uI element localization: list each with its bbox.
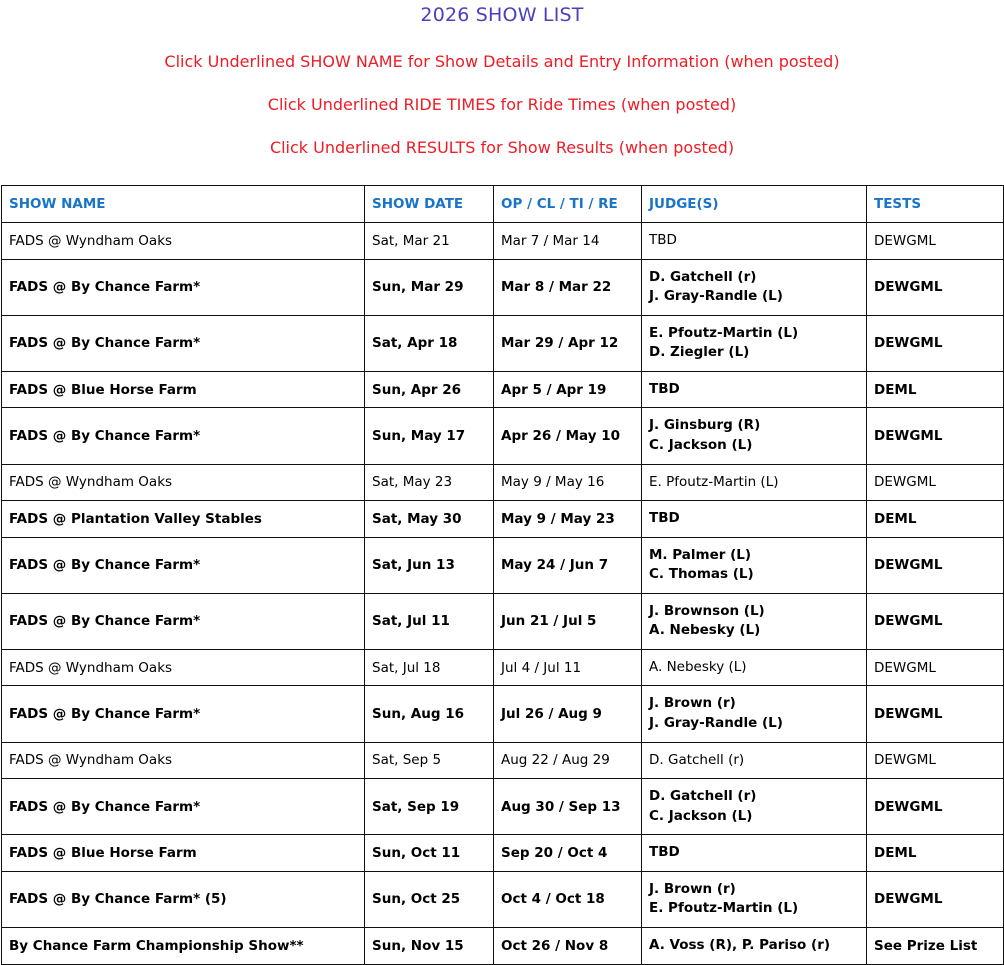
cell-show-date: Sun, Oct 11 xyxy=(365,835,494,872)
cell-open-close-dates: Aug 22 / Aug 29 xyxy=(494,742,642,779)
judge-name: J. Brownson (L) xyxy=(649,602,765,619)
cell-show-name[interactable]: FADS @ Plantation Valley Stables xyxy=(2,501,365,538)
judge-name: A. Voss (R), P. Pariso (r) xyxy=(649,936,831,953)
cell-judges xyxy=(642,593,867,649)
cell-judges xyxy=(642,223,867,260)
cell-tests: DEML xyxy=(867,501,1004,538)
judge-name: J. Ginsburg (R) xyxy=(649,417,761,434)
cell-show-name[interactable]: FADS @ Wyndham Oaks xyxy=(2,223,365,260)
judge-name: E. Pfoutz-Martin (L) xyxy=(649,473,779,490)
judge-name: C. Thomas (L) xyxy=(649,566,754,583)
cell-tests: DEWGML xyxy=(867,537,1004,593)
cell-judges xyxy=(642,742,867,779)
cell-show-date: Sun, May 17 xyxy=(365,408,494,464)
cell-judges xyxy=(642,649,867,686)
cell-judges xyxy=(642,835,867,872)
notice-ride-times: Click Underlined RIDE TIMES for Ride Times (when posted) xyxy=(267,95,737,114)
cell-judges xyxy=(642,501,867,538)
show-list-table-wrap xyxy=(0,185,1004,965)
table-row xyxy=(2,501,1004,538)
cell-tests: DEWGML xyxy=(867,593,1004,649)
cell-show-date: Sat, Jun 13 xyxy=(365,537,494,593)
table-row xyxy=(2,779,1004,835)
table-row xyxy=(2,464,1004,501)
table-row xyxy=(2,742,1004,779)
table-row xyxy=(2,927,1004,964)
cell-show-date: Sat, Jul 11 xyxy=(365,593,494,649)
cell-open-close-dates: Oct 26 / Nov 8 xyxy=(494,927,642,964)
cell-show-name[interactable]: FADS @ Blue Horse Farm xyxy=(2,835,365,872)
cell-judges xyxy=(642,408,867,464)
cell-judges xyxy=(642,464,867,501)
table-row xyxy=(2,537,1004,593)
cell-show-name[interactable]: FADS @ By Chance Farm* (5) xyxy=(2,871,365,927)
cell-show-name[interactable]: By Chance Farm Championship Show** xyxy=(2,927,365,964)
judge-name: D. Gatchell (r) xyxy=(649,788,757,805)
judge-name: C. Jackson (L) xyxy=(649,807,753,824)
cell-tests: DEWGML xyxy=(867,779,1004,835)
cell-judges xyxy=(642,871,867,927)
cell-judges xyxy=(642,259,867,315)
cell-tests: DEWGML xyxy=(867,871,1004,927)
cell-tests: DEWGML xyxy=(867,315,1004,371)
judge-name: J. Gray-Randle (L) xyxy=(649,288,783,305)
cell-open-close-dates: Oct 4 / Oct 18 xyxy=(494,871,642,927)
show-list-table xyxy=(1,185,1004,965)
judge-name: J. Brown (r) xyxy=(649,880,736,897)
cell-tests: DEWGML xyxy=(867,464,1004,501)
cell-judges xyxy=(642,315,867,371)
cell-show-date: Sun, Nov 15 xyxy=(365,927,494,964)
column-header-show-name: SHOW NAME xyxy=(2,186,365,223)
cell-show-date: Sun, Aug 16 xyxy=(365,686,494,742)
cell-show-name[interactable]: FADS @ Blue Horse Farm xyxy=(2,371,365,408)
cell-show-date: Sat, May 30 xyxy=(365,501,494,538)
cell-show-name[interactable]: FADS @ Wyndham Oaks xyxy=(2,649,365,686)
cell-show-name[interactable]: FADS @ By Chance Farm* xyxy=(2,686,365,742)
judge-name: TBD xyxy=(649,232,677,248)
cell-open-close-dates: Jun 21 / Jul 5 xyxy=(494,593,642,649)
judge-name: C. Jackson (L) xyxy=(649,436,753,453)
table-row xyxy=(2,371,1004,408)
cell-show-date: Sat, Sep 19 xyxy=(365,779,494,835)
cell-open-close-dates: Jul 26 / Aug 9 xyxy=(494,686,642,742)
cell-show-date: Sat, Sep 5 xyxy=(365,742,494,779)
table-row xyxy=(2,871,1004,927)
cell-show-name[interactable]: FADS @ By Chance Farm* xyxy=(2,593,365,649)
cell-show-date: Sat, Mar 21 xyxy=(365,223,494,260)
cell-open-close-dates: Apr 26 / May 10 xyxy=(494,408,642,464)
column-header-show-date: SHOW DATE xyxy=(365,186,494,223)
table-body xyxy=(2,223,1004,965)
cell-tests: DEWGML xyxy=(867,686,1004,742)
cell-tests: DEML xyxy=(867,371,1004,408)
judge-name: TBD xyxy=(649,510,680,527)
cell-open-close-dates: Apr 5 / Apr 19 xyxy=(494,371,642,408)
judge-name: M. Palmer (L) xyxy=(649,546,752,563)
cell-open-close-dates: Jul 4 / Jul 11 xyxy=(494,649,642,686)
cell-tests: DEWGML xyxy=(867,649,1004,686)
judge-name: TBD xyxy=(649,844,680,861)
cell-judges xyxy=(642,371,867,408)
cell-tests: DEML xyxy=(867,835,1004,872)
cell-open-close-dates: Mar 8 / Mar 22 xyxy=(494,259,642,315)
cell-show-date: Sat, Apr 18 xyxy=(365,315,494,371)
table-row xyxy=(2,686,1004,742)
table-row xyxy=(2,593,1004,649)
notice-show-name: Click Underlined SHOW NAME for Show Details and Entry Information (when posted) xyxy=(164,52,840,71)
column-header-tests: TESTS xyxy=(867,186,1004,223)
cell-open-close-dates: Mar 7 / Mar 14 xyxy=(494,223,642,260)
judge-name: E. Pfoutz-Martin (L) xyxy=(649,324,799,341)
cell-show-name[interactable]: FADS @ By Chance Farm* xyxy=(2,408,365,464)
cell-show-date: Sat, May 23 xyxy=(365,464,494,501)
cell-show-name[interactable]: FADS @ Wyndham Oaks xyxy=(2,742,365,779)
cell-open-close-dates: May 24 / Jun 7 xyxy=(494,537,642,593)
cell-open-close-dates: May 9 / May 23 xyxy=(494,501,642,538)
judge-name: E. Pfoutz-Martin (L) xyxy=(649,900,799,917)
table-row xyxy=(2,259,1004,315)
table-header-row xyxy=(2,186,1004,223)
cell-show-name[interactable]: FADS @ By Chance Farm* xyxy=(2,315,365,371)
cell-show-name[interactable]: FADS @ By Chance Farm* xyxy=(2,779,365,835)
cell-open-close-dates: Mar 29 / Apr 12 xyxy=(494,315,642,371)
judge-name: TBD xyxy=(649,380,680,397)
judge-name: D. Gatchell (r) xyxy=(649,751,745,768)
judge-name: J. Brown (r) xyxy=(649,695,736,712)
cell-tests: DEWGML xyxy=(867,408,1004,464)
cell-tests: DEWGML xyxy=(867,259,1004,315)
cell-show-date: Sun, Apr 26 xyxy=(365,371,494,408)
table-row xyxy=(2,835,1004,872)
cell-judges xyxy=(642,537,867,593)
cell-judges xyxy=(642,686,867,742)
cell-judges xyxy=(642,779,867,835)
cell-judges xyxy=(642,927,867,964)
cell-show-date: Sun, Mar 29 xyxy=(365,259,494,315)
judge-name: J. Gray-Randle (L) xyxy=(649,715,783,731)
table-row xyxy=(2,223,1004,260)
notice-results: Click Underlined RESULTS for Show Results (when posted) xyxy=(269,138,735,157)
judge-name: D. Ziegler (L) xyxy=(649,344,750,361)
judge-name: D. Gatchell (r) xyxy=(649,268,757,285)
cell-tests: See Prize List xyxy=(867,927,1004,964)
column-header-judges: JUDGE(S) xyxy=(642,186,867,223)
cell-show-date: Sat, Jul 18 xyxy=(365,649,494,686)
judge-name: A. Nebesky (L) xyxy=(649,658,747,675)
cell-open-close-dates: Sep 20 / Oct 4 xyxy=(494,835,642,872)
table-row xyxy=(2,408,1004,464)
table-row xyxy=(2,315,1004,371)
column-header-op-cl-ti-re: OP / CL / TI / RE xyxy=(494,186,642,223)
cell-show-name[interactable]: FADS @ By Chance Farm* xyxy=(2,259,365,315)
cell-open-close-dates: May 9 / May 16 xyxy=(494,464,642,501)
table-row xyxy=(2,649,1004,686)
cell-open-close-dates: Aug 30 / Sep 13 xyxy=(494,779,642,835)
cell-show-date: Sun, Oct 25 xyxy=(365,871,494,927)
cell-show-name[interactable]: FADS @ By Chance Farm* xyxy=(2,537,365,593)
judge-name: A. Nebesky (L) xyxy=(649,622,761,639)
cell-tests: DEWGML xyxy=(867,223,1004,260)
page-title: 2026 SHOW LIST xyxy=(420,4,584,26)
cell-tests: DEWGML xyxy=(867,742,1004,779)
cell-show-name[interactable]: FADS @ Wyndham Oaks xyxy=(2,464,365,501)
